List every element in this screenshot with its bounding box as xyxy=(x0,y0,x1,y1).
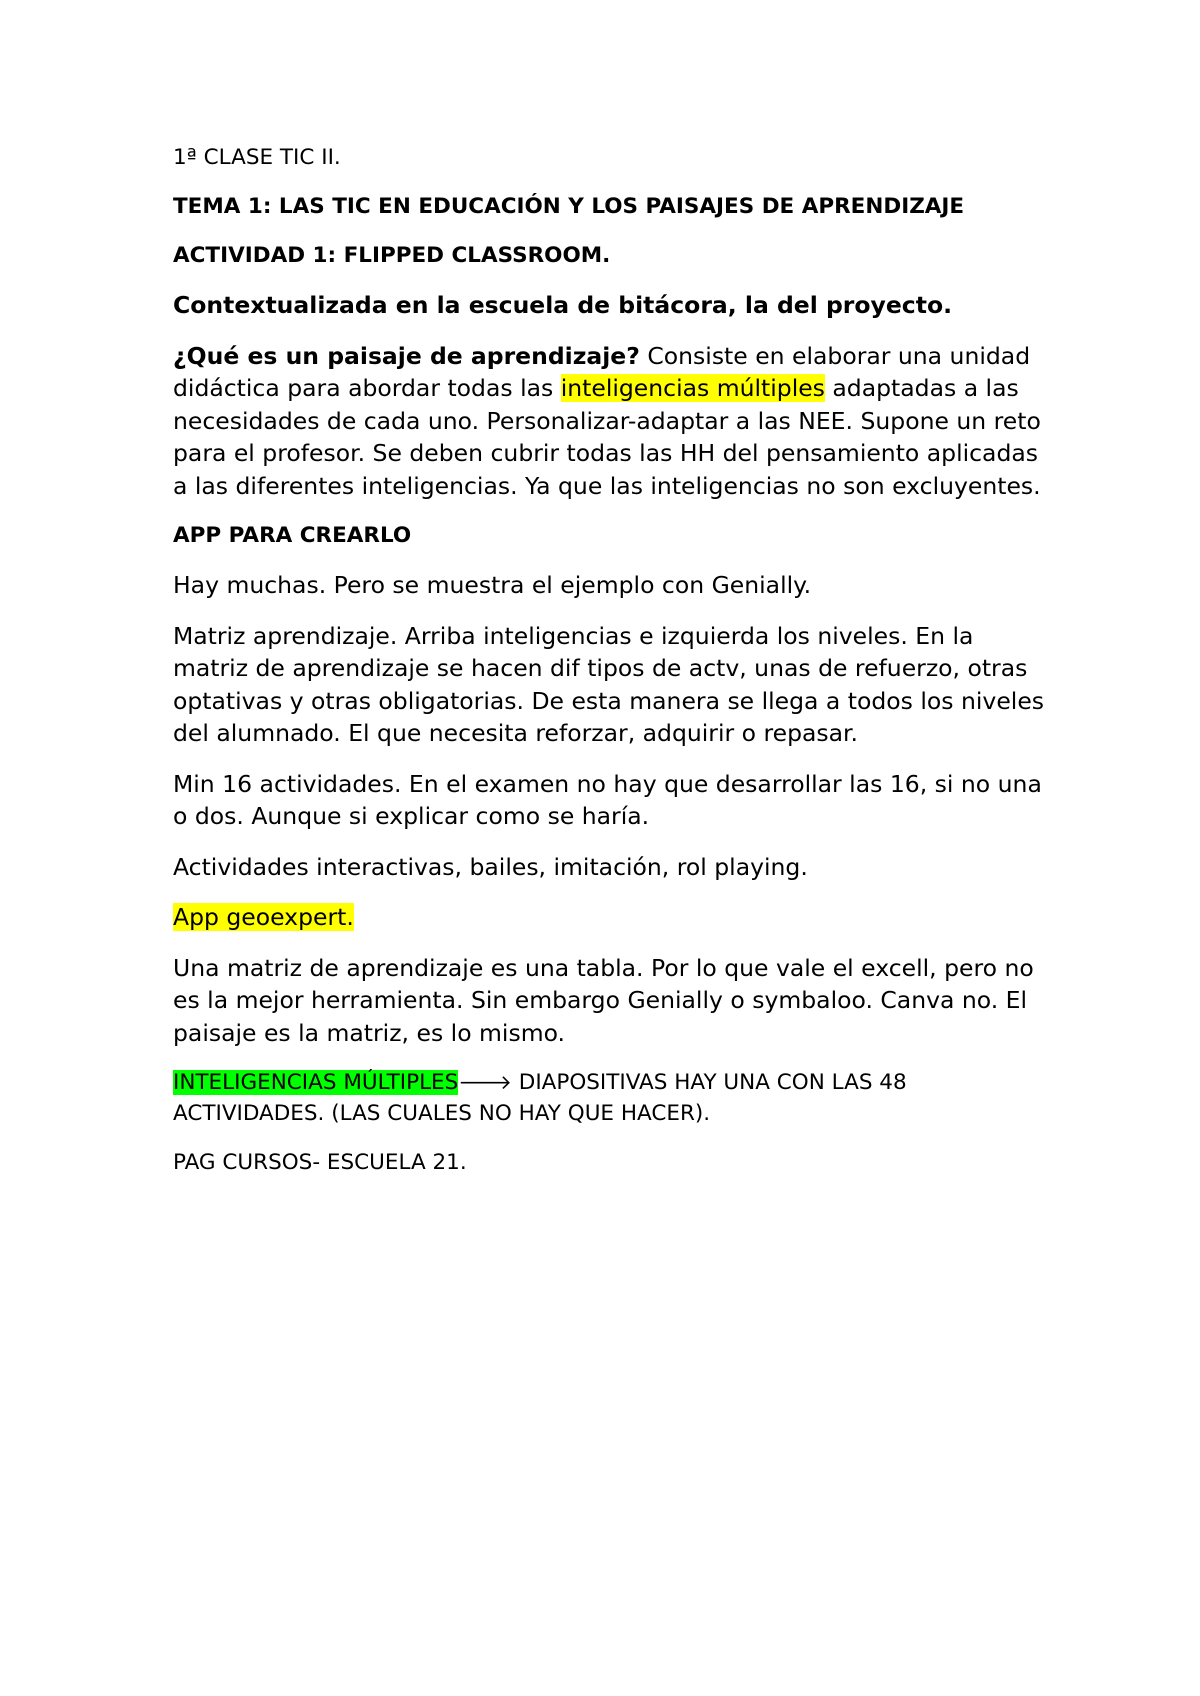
interactive-activities-paragraph: Actividades interactivas, bailes, imitación, rol playing. xyxy=(173,852,808,881)
geoexpert-paragraph xyxy=(173,901,1053,934)
landscape-text-1: Consiste en elaborar una unidad didáctica para abordar todas las xyxy=(173,341,1031,402)
class-title: 1ª CLASE TIC II. xyxy=(173,145,341,170)
table-paragraph: Una matriz de aprendizaje es una tabla. Por lo que vale el excell, pero no es la mejor herramienta. Sin embargo Genially o symbaloo. Canva no. El paisaje es la matriz, es lo mismo. xyxy=(173,953,1034,1047)
app-heading: APP PARA CREARLO xyxy=(173,523,412,548)
matrix-paragraph: Matriz aprendizaje. Arriba inteligencias e izquierda los niveles. En la matriz de aprendizaje se hacen dif tipos de actv, unas de refuerzo, otras optativas y otras obligatorias. De esta manera se llega a todos los niveles del alumnado. El que necesita reforzar, adquirir o repasar. xyxy=(173,621,1045,747)
landscape-question: ¿Qué es un paisaje de aprendizaje? xyxy=(173,341,640,370)
landscape-text-2: adaptadas a las necesidades de cada uno. Personalizar-adaptar a las NEE. Supone un reto para el profesor. Se deben cubrir todas las HH del pensamiento aplicadas a las diferentes inteligencias. Ya que las inteligencias no son excluyentes. xyxy=(173,374,1041,500)
min-activities-paragraph: Min 16 actividades. En el examen no hay que desarrollar las 16, si no una o dos. Aunque si explicar como se haría. xyxy=(173,769,1042,830)
intelligences-text: DIAPOSITIVAS HAY UNA CON LAS 48 ACTIVIDADES. (LAS CUALES NO HAY QUE HACER). xyxy=(173,1070,907,1126)
landscape-paragraph xyxy=(173,340,1053,503)
highlight-intelligences: INTELIGENCIAS MÚLTIPLES xyxy=(173,1070,459,1095)
many-apps-paragraph: Hay muchas. Pero se muestra el ejemplo con Genially. xyxy=(173,571,812,599)
context-heading: Contextualizada en la escuela de bitácora, la del proyecto. xyxy=(173,291,953,319)
activity-heading: ACTIVIDAD 1: FLIPPED CLASSROOM. xyxy=(173,243,611,268)
right-arrow-icon: 🡒 xyxy=(458,1070,512,1094)
highlight-multiple-intelligences: inteligencias múltiples xyxy=(560,374,825,402)
courses-paragraph: PAG CURSOS- ESCUELA 21. xyxy=(173,1150,467,1175)
highlight-geoexpert: App geoexpert. xyxy=(173,903,354,931)
document-body xyxy=(173,142,1053,1196)
intelligences-paragraph xyxy=(173,1067,1053,1129)
topic-heading: TEMA 1: LAS TIC EN EDUCACIÓN Y LOS PAISAJES DE APRENDIZAJE xyxy=(173,194,965,219)
